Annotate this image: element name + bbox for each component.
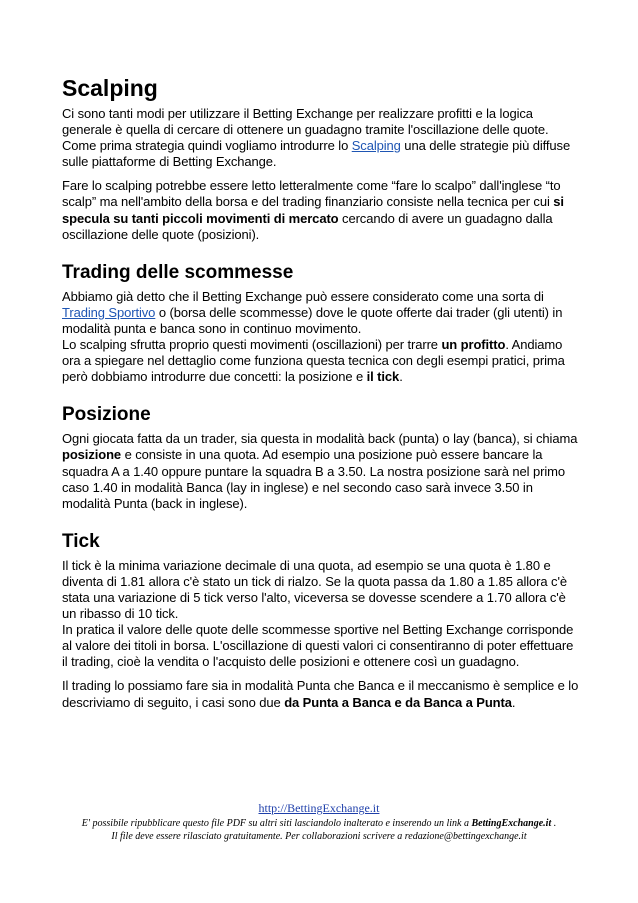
posizione-text-b: e consiste in una quota. Ad esempio una posizione può essere bancare la squadra A a 1.40 oppure puntare la squadra B a 3.50. La nostra posizione sarà nel primo caso 1.40 in modalità Banca (lay in inglese) e nel secondo caso sarà invece 3.50 in modalità Punta (back in inglese). (62, 447, 565, 511)
tick-paragraph-3 (62, 678, 582, 710)
page-title: Scalping (62, 75, 158, 101)
footer-line-1-text-b: . (551, 818, 557, 829)
trading-p2-text-a: Lo scalping sfrutta proprio questi movimenti (oscillazioni) per trarre (62, 337, 442, 353)
trading-p2-text-c: . (399, 369, 403, 385)
heading-posizione: Posizione (62, 404, 151, 426)
intro-paragraph-1 (62, 106, 582, 170)
intro-p1-text-a: Ci sono tanti modi per utilizzare il Betting Exchange per realizzare profitti e la logica generale è quella di cercare di ottenere un guadagno tramite l'oscillazione delle quote. Come prima strategia quindi vogliamo introdurre lo (62, 106, 549, 154)
trading-p1-text-b: o (borsa delle scommesse) dove le quote offerte dai trader (gli utenti) in modalità punta e banca sono in continuo movimento. (62, 304, 563, 336)
footer-site-link[interactable]: http://BettingExchange.it (258, 801, 380, 815)
document-body (62, 74, 582, 711)
intro-p2-text-b: cercando di avere un guadagno dalla oscillazione delle quote (posizioni). (62, 210, 553, 242)
trading-paragraph-2 (62, 337, 582, 385)
trading-sportivo-link[interactable]: Trading Sportivo (62, 304, 156, 320)
trading-p2-text-b: . Andiamo ora a spiegare nel dettaglio come funziona questa tecnica con degli esempi pratici, prima però dobbiamo introdurre due concetti: la posizione e (62, 337, 565, 385)
heading-trading: Trading delle scommesse (62, 261, 294, 283)
footer-line-1 (40, 817, 598, 830)
trading-p2-bold-1: un profitto (441, 337, 506, 353)
trading-p2-bold-2: il tick (366, 369, 400, 385)
intro-paragraph-2 (62, 178, 582, 242)
page-footer (40, 799, 598, 843)
intro-p2-text-a: Fare lo scalping potrebbe essere letto letteralmente come “fare lo scalpo” dall'inglese “to scalp” ma nell'ambito della borsa e del trading finanziario consiste nella tecnica per cui (62, 178, 561, 210)
tick-paragraph-2: In pratica il valore delle quote delle scommesse sportive nel Betting Exchange corrisponde al valore dei titoli in borsa. L'oscillazione di questi valori ci consentiranno di poter effettuare il trading, cioè la vendita o l'acquisto delle posizioni e ottenere così un guadagno. (62, 622, 574, 670)
footer-line-1-bold: BettingExchange.it (471, 818, 552, 829)
tick-p3-bold: da Punta a Banca e da Banca a Punta (284, 694, 512, 710)
intro-p1-text-b: una delle strategie più diffuse sulle piattaforme di Betting Exchange. (62, 138, 571, 170)
posizione-text-a: Ogni giocata fatta da un trader, sia questa in modalità back (punta) o lay (banca), si chiama (62, 431, 578, 447)
posizione-bold: posizione (62, 447, 122, 463)
intro-p2-bold: si specula su tanti piccoli movimenti di mercato (62, 194, 564, 226)
tick-p3-text-b: . (511, 694, 516, 710)
footer-line-2: Il file deve essere rilasciato gratuitamente. Per collaborazioni scrivere a redazione@bettingexchange.it (111, 831, 527, 842)
tick-p3-text-a: Il trading lo possiamo fare sia in modalità Punta che Banca e il meccanismo è semplice e lo descriviamo di seguito, i casi sono due (62, 678, 579, 710)
heading-tick: Tick (62, 530, 100, 552)
posizione-paragraph (62, 431, 582, 511)
tick-paragraph-1: Il tick è la minima variazione decimale di una quota, ad esempio se una quota è 1.80 e diventa di 1.81 allora c'è stato un tick di rialzo. Se la quota passa da 1.80 a 1.85 allora c'è stata una variazione di 5 tick verso l'alto, viceversa se dovesse scendere a 1.70 allora c'è un ribasso di 10 tick. (62, 557, 567, 622)
trading-p1-text-a: Abbiamo già detto che il Betting Exchange può essere considerato come una sorta di (62, 288, 544, 304)
trading-paragraph-1 (62, 289, 582, 337)
footer-line-1-text-a: E' possibile ripubblicare questo file PDF su altri siti lasciandolo inalterato e inserendo un link a (81, 818, 472, 829)
scalping-link[interactable]: Scalping (351, 138, 401, 154)
